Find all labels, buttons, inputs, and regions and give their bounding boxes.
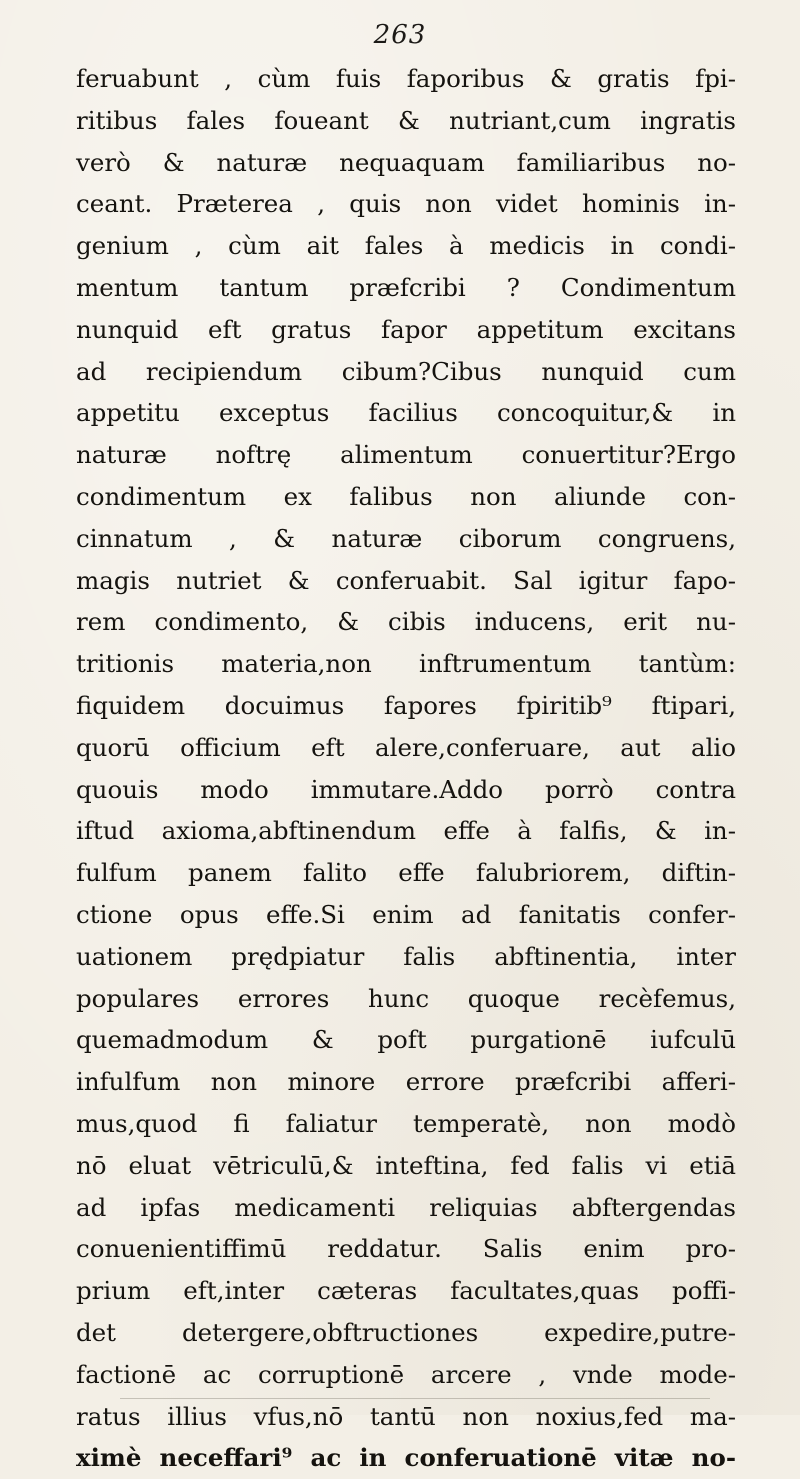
text-line: det detergere,obftructiones expedire,putre- [76,1317,736,1347]
text-line: quorū officium eft alere,conferuare, aut alio [76,732,736,762]
text-line: ad recipiendum cibum?Cibus nunquid cum [76,356,736,386]
text-line: nō eluat vētriculū,& inteftina, fed falis vi etiā [76,1150,736,1180]
text-line: infulfum non minore errore præfcribi afferi- [76,1067,736,1097]
text-line: magis nutriet & conferuabit. Sal igitur fapo- [76,565,736,595]
text-line: uationem prędpiatur falis abftinentia, inter [76,941,736,971]
text-line: iftud axioma,abftinendum effe à falfis, & in- [76,816,736,846]
text-line: mentum tantum præfcribi ? Condimentum [76,272,736,302]
text-line: prium eft,inter cæteras facultates,quas poffi- [76,1276,736,1306]
text-line: populares errores hunc quoque recèfemus, [76,983,736,1013]
text-line: fulfum panem falito effe falubriorem, diftin- [76,858,736,888]
text-line: mus,quod fi faliatur temperatè, non modò [76,1108,736,1138]
text-line: genium , cùm ait fales à medicis in condi- [76,231,736,261]
page-number: 263 [373,20,427,50]
text-line: ad ipfas medicamenti reliquias abftergendas [76,1192,736,1222]
body-text [76,58,736,1479]
text-line: quemadmodum & poft purgationē iufculū [76,1025,736,1055]
text-line: condimentum ex falibus non aliunde con- [76,481,736,511]
text-line: appetitu exceptus facilius concoquitur,& in [76,398,736,428]
text-line: ritibus fales foueant & nutriant,cum ingratis [76,105,736,135]
text-line: feruabunt , cùm fuis faporibus & gratis fpi- [76,64,736,93]
text-line: fiquidem docuimus fapores fpiritib⁹ ftipari, [76,690,736,720]
text-line: cinnatum , & naturæ ciborum congruens, [76,523,736,553]
text-line: rem condimento, & cibis inducens, erit nu- [76,607,736,637]
text-line: verò & naturæ nequaquam familiaribus no- [76,147,736,177]
text-line: conuenientiffimū reddatur. Salis enim pro- [76,1234,736,1264]
text-line: quouis modo immutare.Addo porrò contra [76,774,736,804]
text-line: naturæ noftrę alimentum conuertitur?Ergo [76,440,736,470]
text-line: nunquid eft gratus fapor appetitum excitans [76,314,736,344]
text-line: factionē ac corruptionē arcere , vnde mode- [76,1359,736,1389]
text-line: ctione opus effe.Si enim ad fanitatis confer- [76,899,736,929]
text-line: ximè neceffari⁹ ac in conferuationē vitæ no- [76,1443,736,1473]
text-line: tritionis materia,non inftrumentum tantùm: [76,649,736,679]
text-line: ratus illius vfus,nō tantū non noxius,fed ma- [76,1401,736,1431]
text-line: ceant. Præterea , quis non videt hominis in- [76,189,736,219]
page-bottom-edge [120,1398,710,1399]
